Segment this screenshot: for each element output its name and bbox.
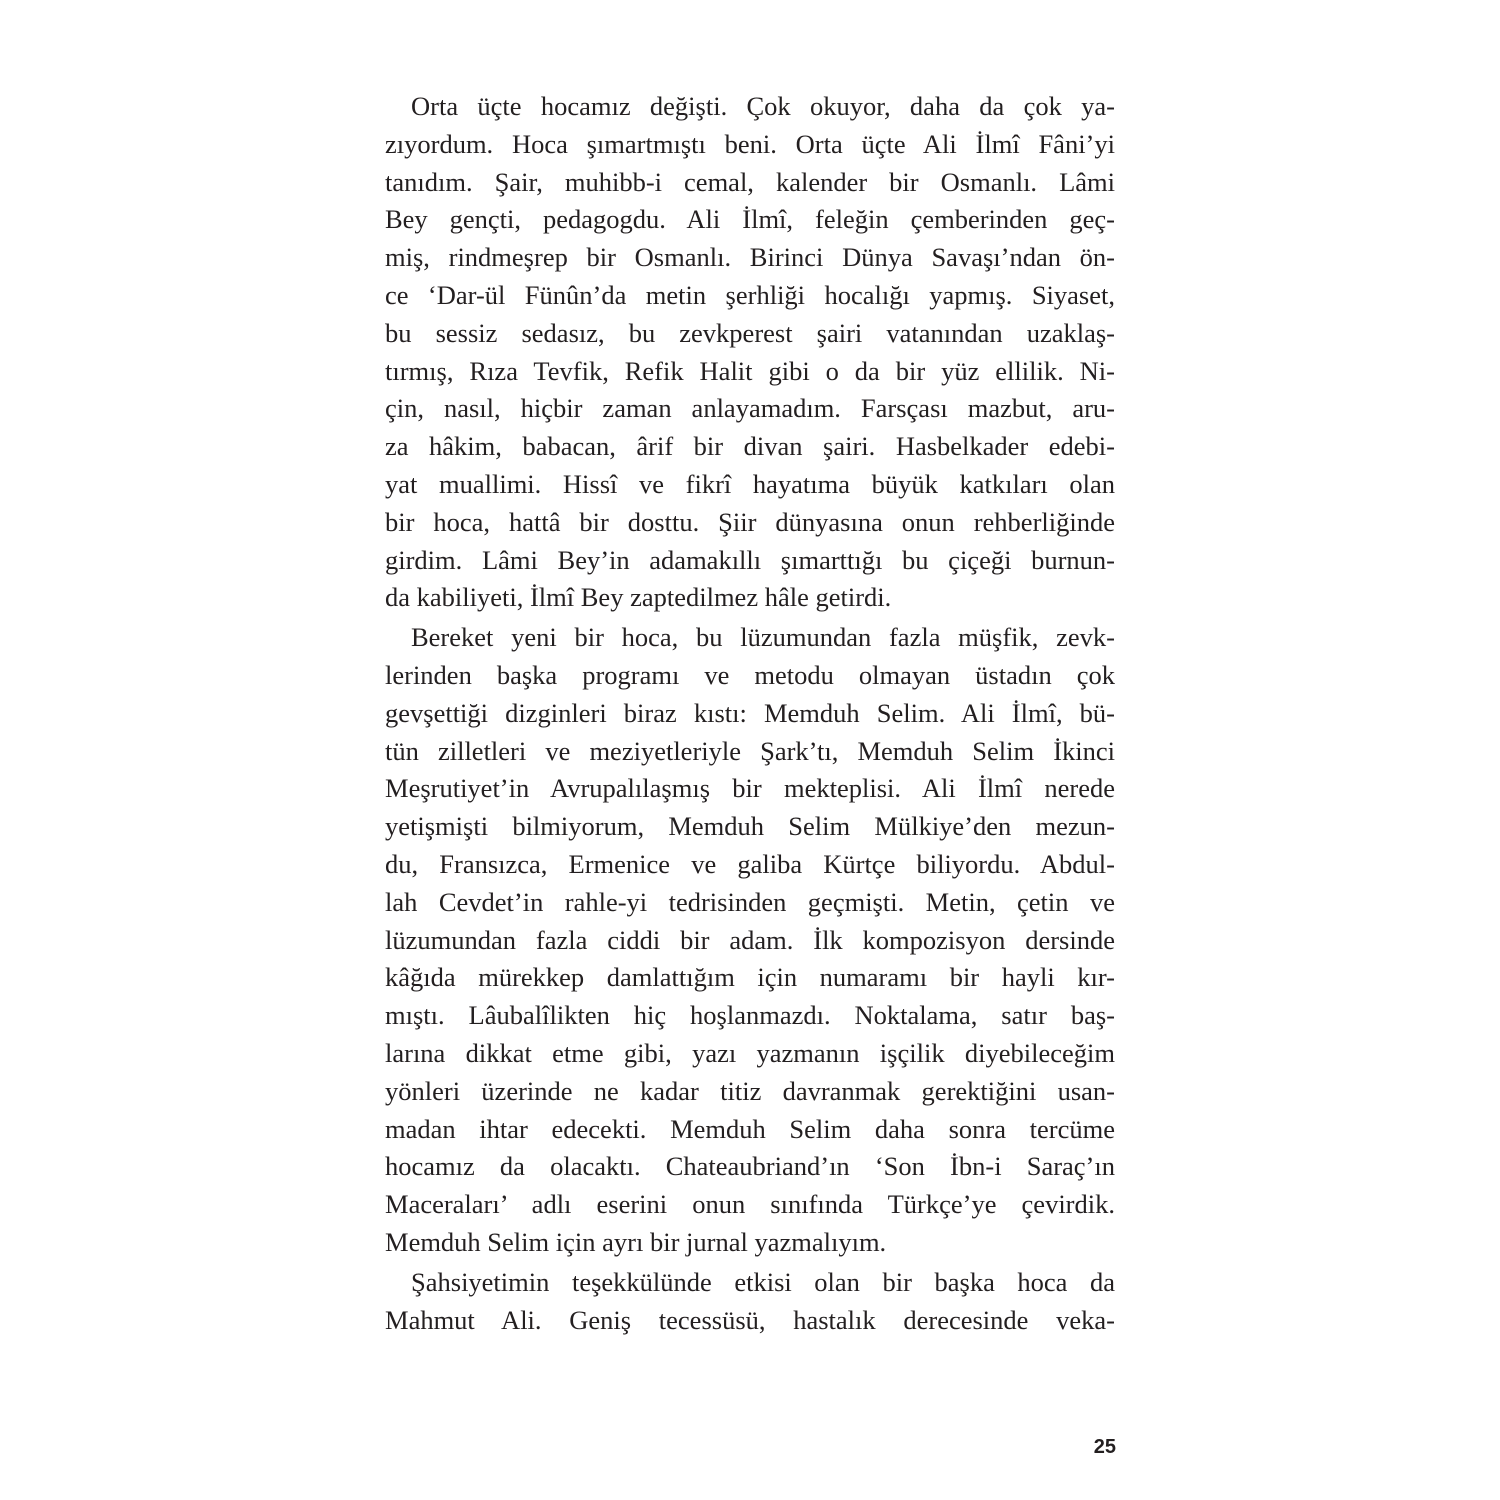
- text-line: Meşrutiyet’in Avrupalılaşmış bir mekteplisi. Ali İlmî nerede: [385, 773, 1115, 804]
- text-line: çin, nasıl, hiçbir zaman anlayamadım. Farsçası mazbut, aru-: [385, 393, 1115, 424]
- text-line: lüzumundan fazla ciddi bir adam. İlk kompozisyon dersinde: [385, 924, 1115, 955]
- text-line: miş, rindmeşrep bir Osmanlı. Birinci Dünya Savaşı’ndan ön-: [385, 242, 1115, 273]
- text-line: yetişmişti bilmiyorum, Memduh Selim Mülkiye’den mezun-: [385, 811, 1115, 842]
- page-number: 25: [1093, 1436, 1116, 1458]
- text-line: tün zilletleri ve meziyetleriyle Şark’tı, Memduh Selim İkinci: [385, 735, 1115, 766]
- text-line: tanıdım. Şair, muhibb-i cemal, kalender bir Osmanlı. Lâmi: [385, 166, 1115, 197]
- paragraph: [385, 619, 1115, 1262]
- text-line: lerinden başka programı ve metodu olmayan üstadın çok: [385, 659, 1115, 690]
- text-line: lah Cevdet’in rahle-yi tedrisinden geçmişti. Metin, çetin ve: [385, 886, 1115, 917]
- text-line: za hâkim, babacan, ârif bir divan şairi. Hasbelkader edebi-: [385, 431, 1115, 462]
- text-line: da kabiliyeti, İlmî Bey zaptedilmez hâle getirdi.: [385, 582, 892, 613]
- text-line: Orta üçte hocamız değişti. Çok okuyor, daha da çok ya-: [411, 91, 1115, 121]
- text-line: Memduh Selim için ayrı bir jurnal yazmalıyım.: [385, 1226, 887, 1257]
- text-line: mıştı. Lâubalîlikten hiç hoşlanmazdı. Noktalama, satır baş-: [385, 1000, 1115, 1031]
- text-line: gevşettiği dizginleri biraz kıstı: Memduh Selim. Ali İlmî, bü-: [385, 697, 1115, 728]
- text-line: girdim. Lâmi Bey’in adamakıllı şımarttığı bu çiçeği burnun-: [385, 544, 1115, 575]
- text-line: Maceraları’ adlı eserini onun sınıfında Türkçe’ye çevirdik.: [385, 1189, 1115, 1220]
- text-line: kâğıda mürekkep damlattığım için numaramı bir hayli kır-: [385, 962, 1115, 993]
- text-line: Mahmut Ali. Geniş tecessüsü, hastalık derecesinde veka-: [385, 1304, 1115, 1335]
- text-line: larına dikkat etme gibi, yazı yazmanın işçilik diyebileceğim: [385, 1037, 1115, 1068]
- text-line: bu sessiz sedasız, bu zevkperest şairi vatanından uzaklaş-: [385, 317, 1115, 348]
- text-line: hocamız da olacaktı. Chateaubriand’ın ‘Son İbn-i Saraç’ın: [385, 1151, 1115, 1182]
- text-line: ce ‘Dar-ül Fünûn’da metin şerhliği hocalığı yapmış. Siyaset,: [385, 279, 1115, 310]
- text-line: Bereket yeni bir hoca, bu lüzumundan fazla müşfik, zevk-: [411, 622, 1115, 653]
- text-line: zıyordum. Hoca şımartmıştı beni. Orta üçte Ali İlmî Fâni’yi: [385, 128, 1115, 159]
- text-line: yönleri üzerinde ne kadar titiz davranmak gerektiğini usan-: [385, 1075, 1115, 1106]
- text-line: bir hoca, hattâ bir dosttu. Şiir dünyasına onun rehberliğinde: [385, 506, 1115, 537]
- text-line: Bey gençti, pedagogdu. Ali İlmî, feleğin çemberinden geç-: [385, 204, 1115, 235]
- text-line: madan ihtar edecekti. Memduh Selim daha sonra tercüme: [385, 1113, 1115, 1144]
- text-line: du, Fransızca, Ermenice ve galiba Kürtçe biliyordu. Abdul-: [385, 848, 1115, 879]
- paragraph: [385, 88, 1115, 617]
- body-text: [385, 88, 1115, 1341]
- paragraph: [385, 1264, 1115, 1340]
- text-line: Şahsiyetimin teşekkülünde etkisi olan bir başka hoca da: [411, 1266, 1115, 1297]
- text-line: tırmış, Rıza Tevfik, Refik Halit gibi o da bir yüz ellilik. Ni-: [385, 355, 1115, 386]
- text-line: yat muallimi. Hissî ve fikrî hayatıma büyük katkıları olan: [385, 468, 1115, 499]
